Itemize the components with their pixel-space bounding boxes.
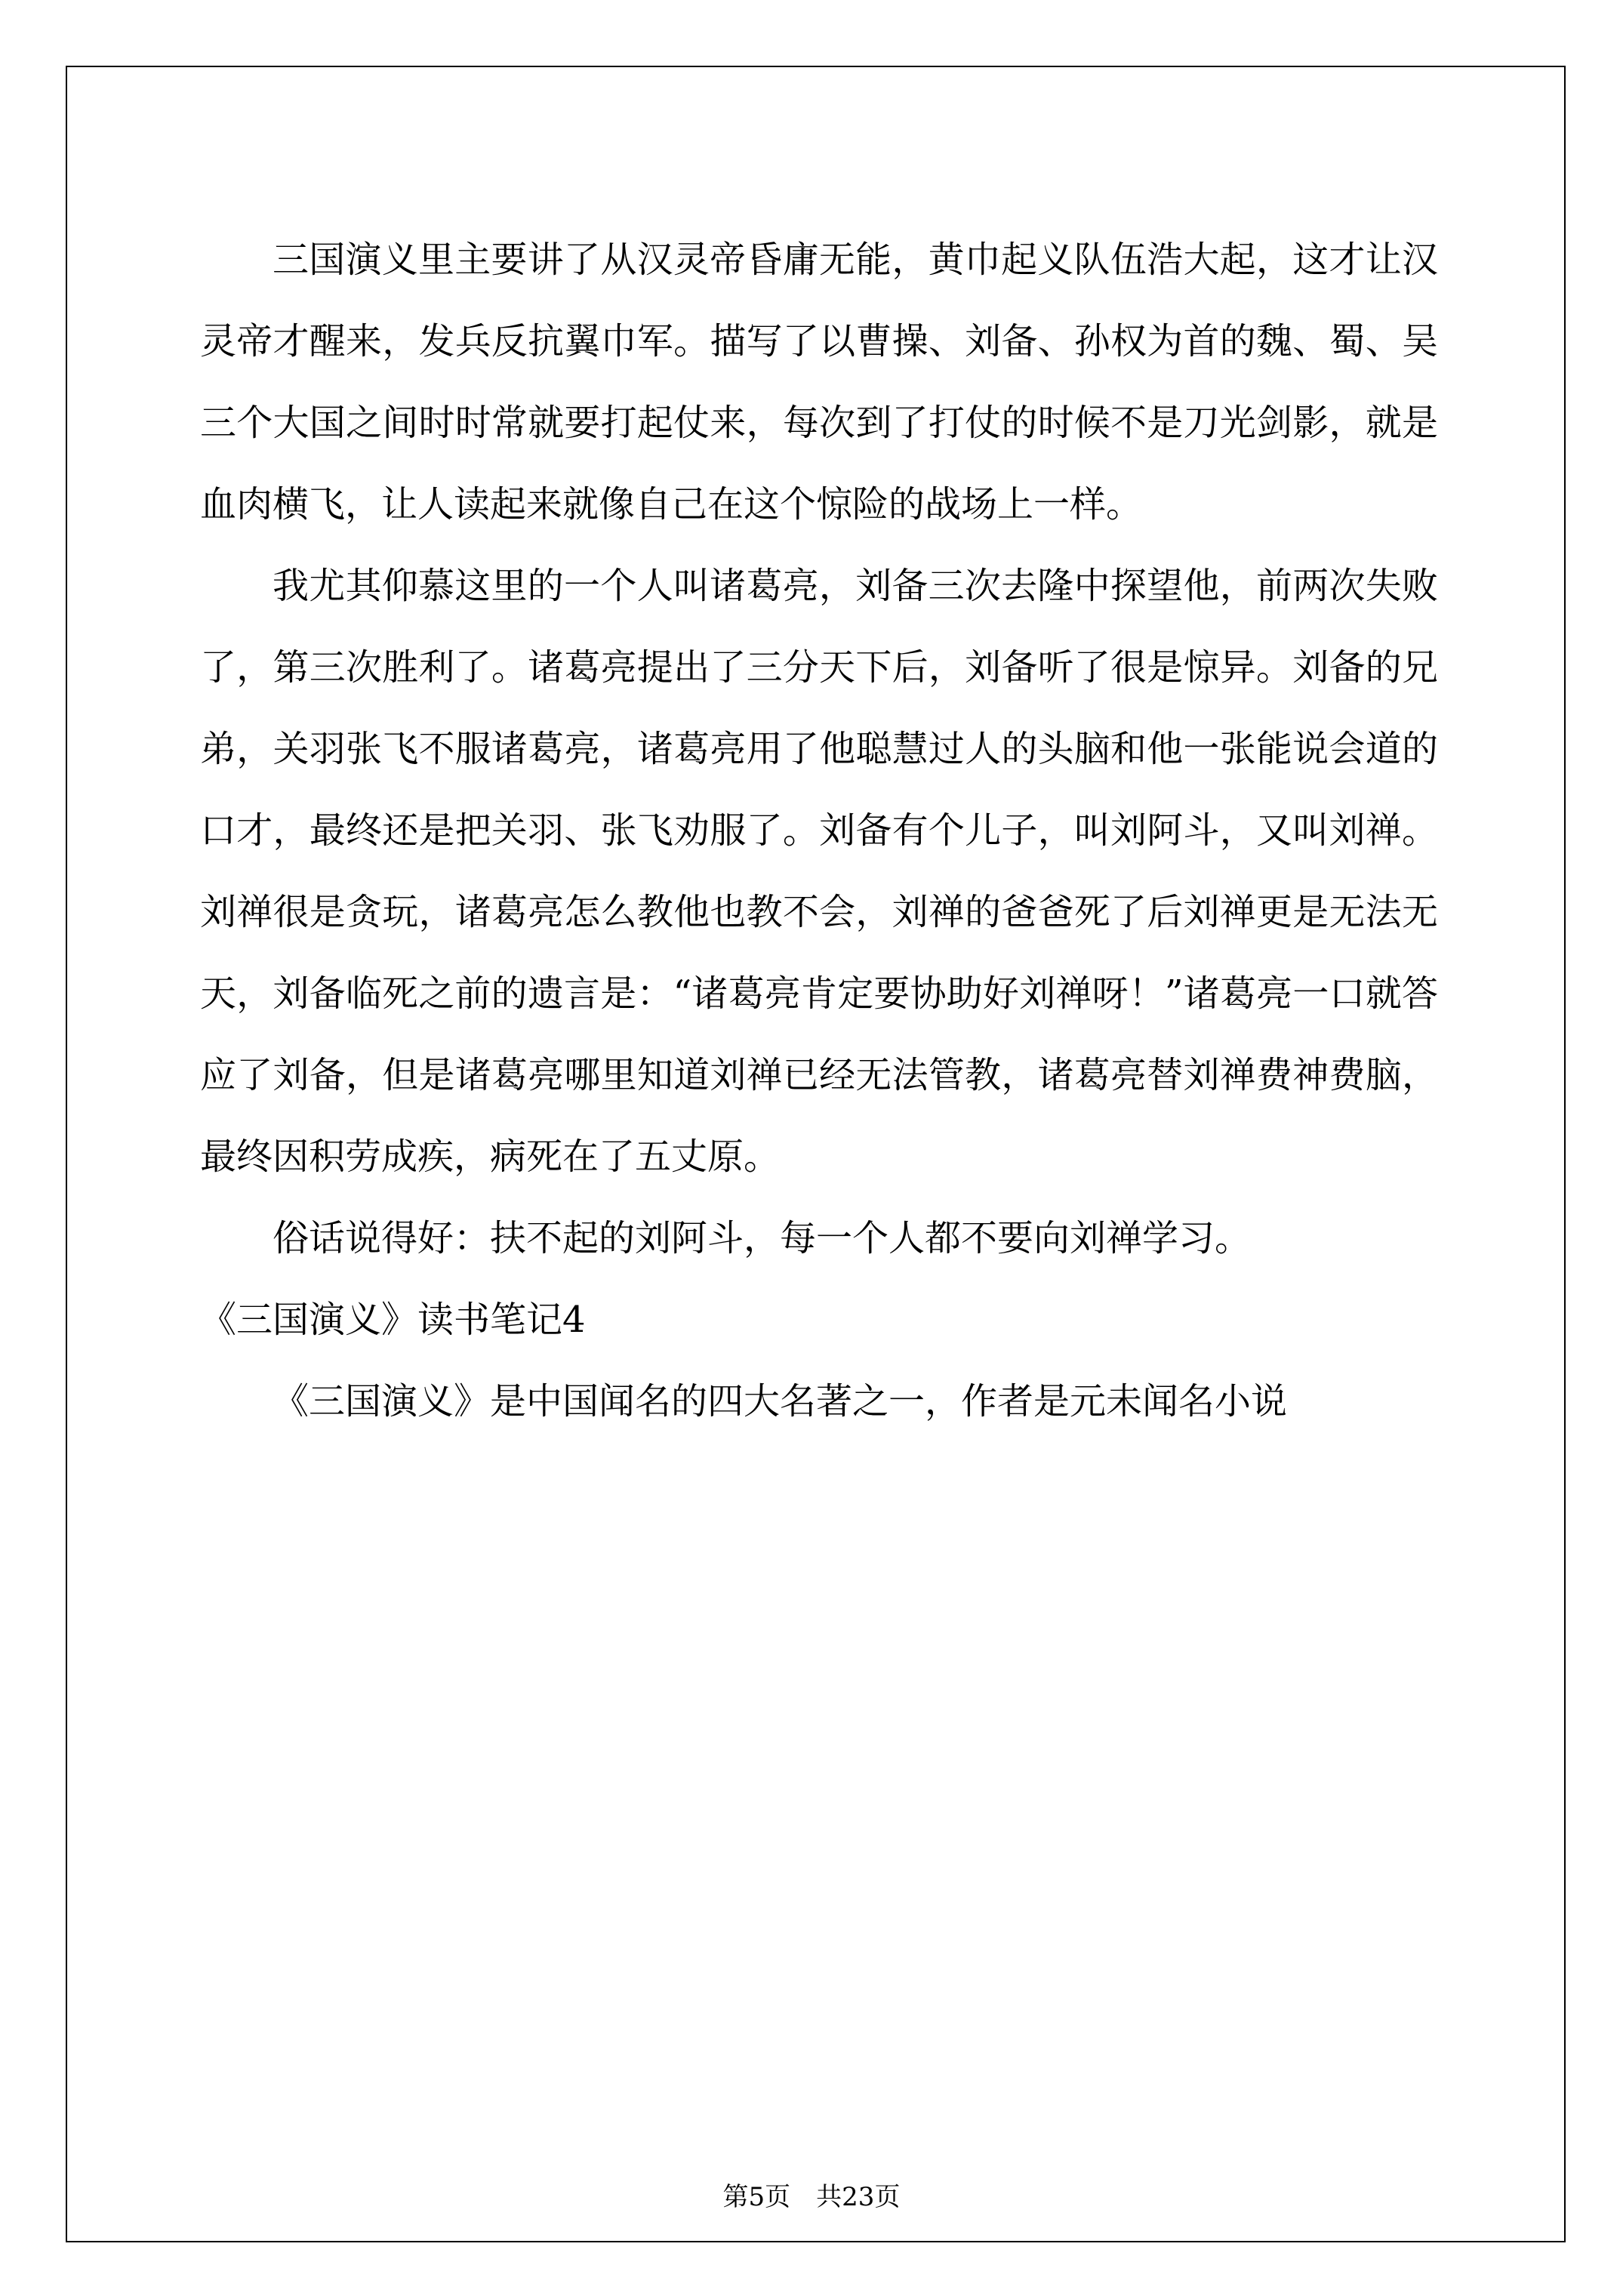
section-heading: 《三国演义》读书笔记4	[200, 1299, 586, 1341]
page-number-label: 第5页 共23页	[722, 2182, 901, 2212]
document-body	[200, 219, 1438, 1442]
page-footer	[0, 2182, 1623, 2212]
paragraph-4: 《三国演义》是中国闻名的四大名著之一，作者是元未闻名小说	[273, 1380, 1288, 1422]
paragraph-2: 我尤其仰慕这里的一个人叫诸葛亮，刘备三次去隆中探望他，前两次失败了，第三次胜利了。诸葛亮提出了三分天下后，刘备听了很是惊异。刘备的兄弟，关羽张飞不服诸葛亮，诸葛亮用了他聪慧过人的头脑和他一张能说会道的口才，最终还是把关羽、张飞劝服了。刘备有个儿子，叫刘阿斗，又叫刘禅。刘禅很是贪玩，诸葛亮怎么教他也教不会，刘禅的爸爸死了后刘禅更是无法无天，刘备临死之前的遗言是：“诸葛亮肯定要协助好刘禅呀！”诸葛亮一口就答应了刘备，但是诸葛亮哪里知道刘禅已经无法管教，诸葛亮替刘禅费神费脑，最终因积劳成疾，病死在了五丈原。	[200, 565, 1438, 1178]
paragraph-3: 俗话说得好：扶不起的刘阿斗，每一个人都不要向刘禅学习。	[273, 1217, 1252, 1259]
paragraph-1: 三国演义里主要讲了从汉灵帝昏庸无能，黄巾起义队伍浩大起，这才让汉灵帝才醒来，发兵反抗翼巾军。描写了以曹操、刘备、孙权为首的魏、蜀、吴三个大国之间时时常就要打起仗来，每次到了打仗的时候不是刀光剑影，就是血肉横飞，让人读起来就像自己在这个惊险的战场上一样。	[200, 239, 1438, 525]
